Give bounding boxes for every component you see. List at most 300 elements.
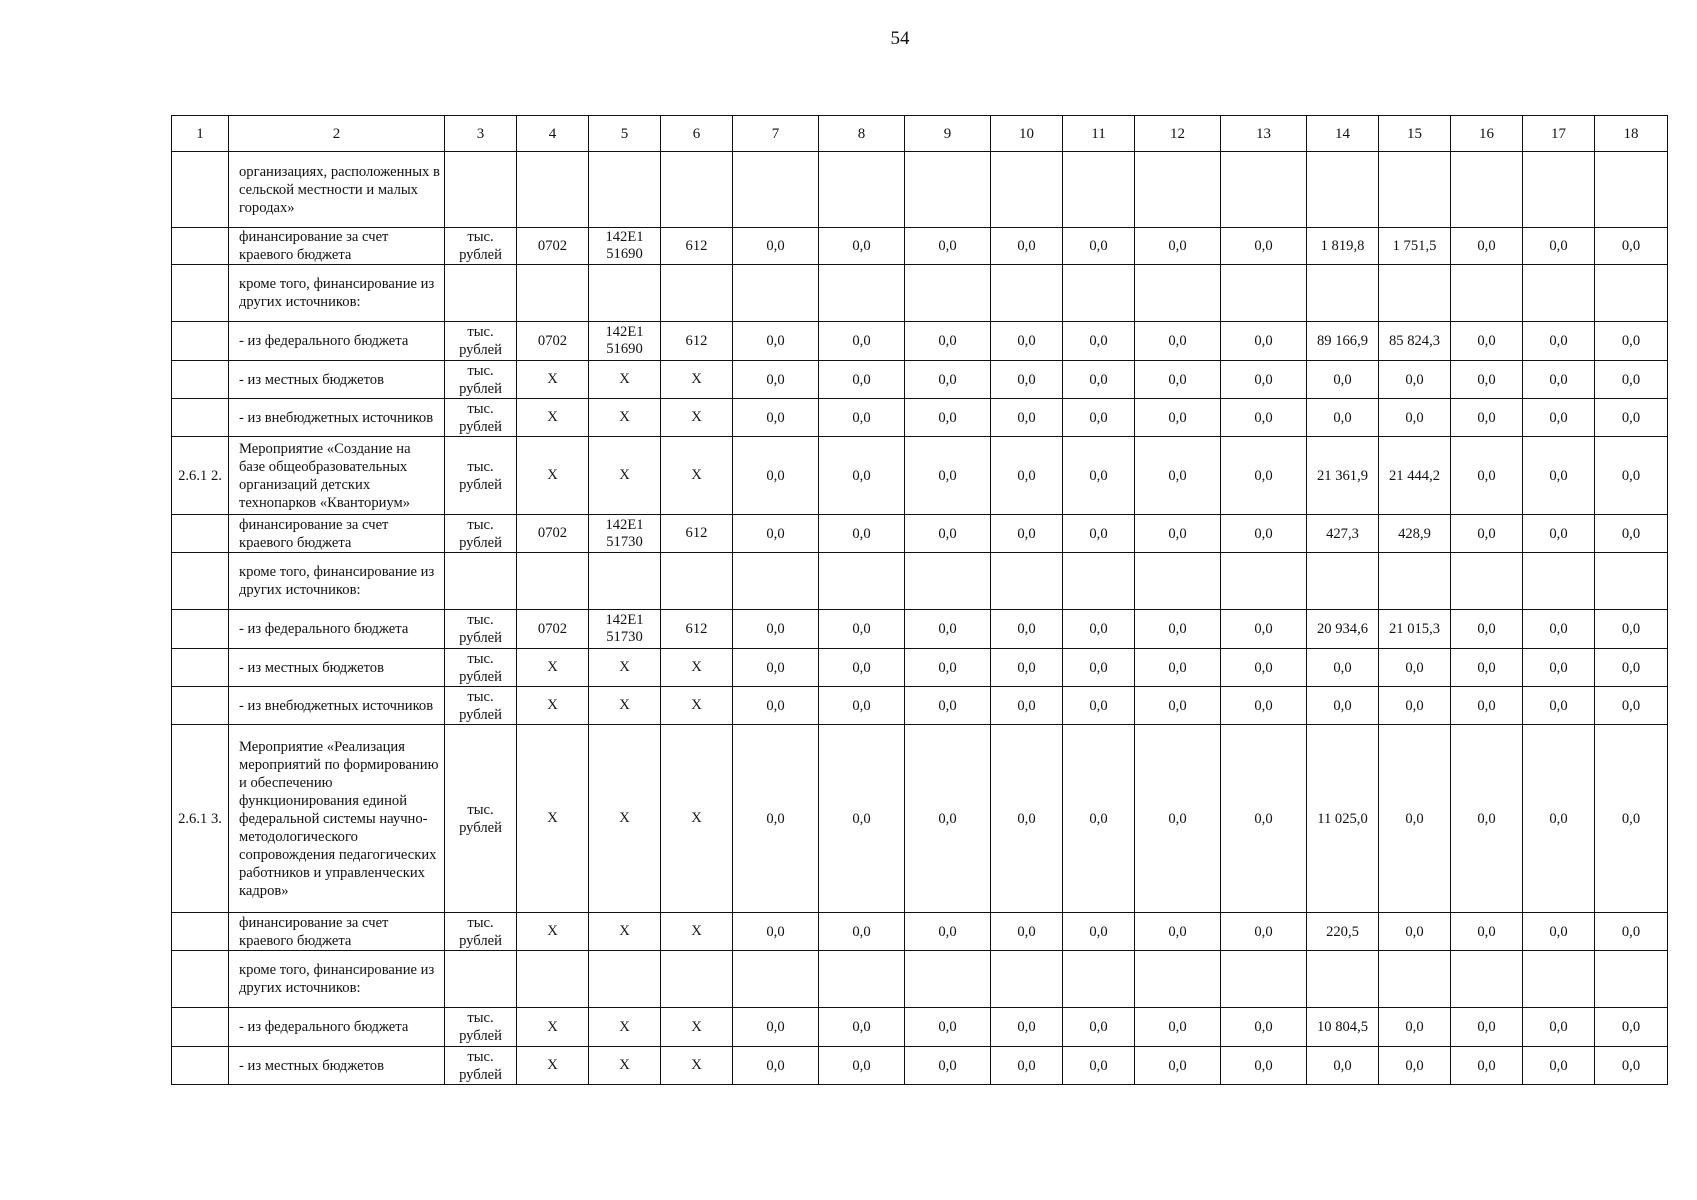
value-cell <box>905 152 991 228</box>
target-article-cell <box>589 951 661 1008</box>
value-cell: 0,0 <box>1595 687 1668 725</box>
value-cell: 0,0 <box>1595 1008 1668 1047</box>
value-cell <box>1221 152 1307 228</box>
value-cell: 0,0 <box>905 610 991 649</box>
description-cell: - из внебюджетных источников <box>229 687 445 725</box>
column-header: 1 <box>172 116 229 152</box>
value-cell: 0,0 <box>1063 1008 1135 1047</box>
value-cell: 0,0 <box>905 913 991 951</box>
value-cell: 0,0 <box>1523 649 1595 687</box>
value-cell: 0,0 <box>905 1047 991 1085</box>
value-cell: 0,0 <box>1063 399 1135 437</box>
value-cell <box>1595 553 1668 610</box>
value-cell: 0,0 <box>991 687 1063 725</box>
description-cell: - из федерального бюджета <box>229 1008 445 1047</box>
value-cell: 0,0 <box>1135 1047 1221 1085</box>
unit-cell: тыс. рублей <box>445 1047 517 1085</box>
target-article-cell <box>589 152 661 228</box>
value-cell: 0,0 <box>1135 361 1221 399</box>
value-cell: 1 819,8 <box>1307 228 1379 265</box>
value-cell: 0,0 <box>1221 399 1307 437</box>
value-cell: 0,0 <box>1135 610 1221 649</box>
value-cell: 0,0 <box>1595 399 1668 437</box>
value-cell: 0,0 <box>1523 437 1595 515</box>
value-cell: 0,0 <box>733 725 819 913</box>
item-number-cell <box>172 951 229 1008</box>
value-cell: 220,5 <box>1307 913 1379 951</box>
value-cell: 0,0 <box>1451 437 1523 515</box>
item-number-cell <box>172 687 229 725</box>
value-cell: 0,0 <box>1595 610 1668 649</box>
table-row <box>172 437 1668 515</box>
item-number-cell <box>172 399 229 437</box>
unit-cell: тыс. рублей <box>445 913 517 951</box>
column-header: 12 <box>1135 116 1221 152</box>
item-number-cell <box>172 361 229 399</box>
value-cell <box>819 152 905 228</box>
value-cell <box>1063 951 1135 1008</box>
value-cell: 0,0 <box>733 322 819 361</box>
target-article-cell: X <box>589 725 661 913</box>
value-cell: 0,0 <box>1135 322 1221 361</box>
target-article-cell <box>589 553 661 610</box>
value-cell: 0,0 <box>1307 1047 1379 1085</box>
value-cell: 0,0 <box>1523 725 1595 913</box>
column-header: 5 <box>589 116 661 152</box>
description-cell: Мероприятие «Реализация мероприятий по формированию и обеспечению функционирования единой федеральной системы научно-методологического сопровождения педагогических работников и управленческих кадров» <box>229 725 445 913</box>
value-cell: 0,0 <box>733 687 819 725</box>
unit-cell <box>445 265 517 322</box>
value-cell: 0,0 <box>905 515 991 553</box>
item-number-cell <box>172 1008 229 1047</box>
column-header: 13 <box>1221 116 1307 152</box>
section-code-cell: X <box>517 437 589 515</box>
value-cell: 0,0 <box>1523 1008 1595 1047</box>
value-cell: 0,0 <box>1221 913 1307 951</box>
value-cell: 0,0 <box>819 610 905 649</box>
value-cell <box>1595 951 1668 1008</box>
value-cell: 0,0 <box>991 913 1063 951</box>
value-cell: 0,0 <box>819 649 905 687</box>
value-cell <box>1221 951 1307 1008</box>
target-article-cell: X <box>589 913 661 951</box>
target-article-cell: X <box>589 1008 661 1047</box>
unit-cell: тыс. рублей <box>445 399 517 437</box>
value-cell: 0,0 <box>1451 610 1523 649</box>
column-header: 10 <box>991 116 1063 152</box>
section-code-cell: X <box>517 725 589 913</box>
value-cell: 0,0 <box>905 361 991 399</box>
column-header: 15 <box>1379 116 1451 152</box>
value-cell: 1 751,5 <box>1379 228 1451 265</box>
value-cell: 0,0 <box>905 322 991 361</box>
value-cell <box>1523 951 1595 1008</box>
value-cell: 0,0 <box>1523 361 1595 399</box>
target-article-cell: X <box>589 361 661 399</box>
value-cell: 0,0 <box>1379 649 1451 687</box>
description-cell: - из внебюджетных источников <box>229 399 445 437</box>
value-cell: 0,0 <box>1135 437 1221 515</box>
value-cell: 0,0 <box>905 725 991 913</box>
page-number: 54 <box>890 28 910 49</box>
description-cell: кроме того, финансирование из других источников: <box>229 951 445 1008</box>
target-article-cell: X <box>589 649 661 687</box>
expense-type-cell: X <box>661 361 733 399</box>
value-cell: 0,0 <box>1379 687 1451 725</box>
description-cell: кроме того, финансирование из других источников: <box>229 553 445 610</box>
expense-type-cell: X <box>661 649 733 687</box>
column-header: 4 <box>517 116 589 152</box>
value-cell <box>991 553 1063 610</box>
value-cell: 0,0 <box>819 322 905 361</box>
column-header: 7 <box>733 116 819 152</box>
value-cell <box>733 553 819 610</box>
value-cell: 0,0 <box>1451 725 1523 913</box>
value-cell: 0,0 <box>1221 361 1307 399</box>
value-cell: 0,0 <box>991 610 1063 649</box>
value-cell: 0,0 <box>1523 228 1595 265</box>
value-cell <box>1063 152 1135 228</box>
value-cell <box>733 152 819 228</box>
section-code-cell <box>517 951 589 1008</box>
expense-type-cell: 612 <box>661 228 733 265</box>
unit-cell: тыс. рублей <box>445 437 517 515</box>
value-cell <box>1451 951 1523 1008</box>
value-cell: 89 166,9 <box>1307 322 1379 361</box>
value-cell: 0,0 <box>991 1008 1063 1047</box>
value-cell: 0,0 <box>1063 437 1135 515</box>
value-cell: 0,0 <box>733 399 819 437</box>
expense-type-cell: X <box>661 913 733 951</box>
value-cell: 0,0 <box>1595 1047 1668 1085</box>
value-cell: 0,0 <box>1523 610 1595 649</box>
value-cell: 0,0 <box>1451 399 1523 437</box>
value-cell: 0,0 <box>819 437 905 515</box>
target-article-cell: 142E1 51690 <box>589 322 661 361</box>
table-row <box>172 687 1668 725</box>
value-cell: 0,0 <box>1221 610 1307 649</box>
section-code-cell: X <box>517 649 589 687</box>
expense-type-cell: X <box>661 1047 733 1085</box>
description-cell: организациях, расположенных в сельской местности и малых городах» <box>229 152 445 228</box>
value-cell <box>1595 152 1668 228</box>
table-row <box>172 1047 1668 1085</box>
value-cell: 0,0 <box>819 1008 905 1047</box>
unit-cell: тыс. рублей <box>445 228 517 265</box>
item-number-cell <box>172 913 229 951</box>
value-cell: 0,0 <box>1595 437 1668 515</box>
column-header: 3 <box>445 116 517 152</box>
value-cell: 0,0 <box>1063 361 1135 399</box>
value-cell <box>1307 265 1379 322</box>
value-cell <box>1063 553 1135 610</box>
value-cell: 0,0 <box>991 725 1063 913</box>
value-cell: 0,0 <box>1221 515 1307 553</box>
value-cell <box>1379 951 1451 1008</box>
value-cell <box>905 553 991 610</box>
value-cell: 0,0 <box>1221 322 1307 361</box>
value-cell: 0,0 <box>905 649 991 687</box>
table-row <box>172 399 1668 437</box>
value-cell: 0,0 <box>1523 1047 1595 1085</box>
value-cell: 0,0 <box>1523 399 1595 437</box>
value-cell: 0,0 <box>991 228 1063 265</box>
value-cell <box>1379 553 1451 610</box>
value-cell: 11 025,0 <box>1307 725 1379 913</box>
unit-cell <box>445 152 517 228</box>
value-cell <box>1307 951 1379 1008</box>
value-cell: 0,0 <box>1063 228 1135 265</box>
value-cell: 0,0 <box>733 1008 819 1047</box>
item-number-cell <box>172 265 229 322</box>
table-row <box>172 610 1668 649</box>
value-cell: 0,0 <box>733 610 819 649</box>
value-cell <box>1221 553 1307 610</box>
value-cell: 0,0 <box>1063 515 1135 553</box>
target-article-cell: X <box>589 1047 661 1085</box>
value-cell: 0,0 <box>1379 1047 1451 1085</box>
value-cell: 21 361,9 <box>1307 437 1379 515</box>
target-article-cell <box>589 265 661 322</box>
value-cell: 0,0 <box>1595 515 1668 553</box>
expense-type-cell: X <box>661 687 733 725</box>
value-cell: 0,0 <box>819 361 905 399</box>
value-cell <box>905 951 991 1008</box>
value-cell: 0,0 <box>905 228 991 265</box>
value-cell: 0,0 <box>1135 649 1221 687</box>
target-article-cell: 142E1 51730 <box>589 610 661 649</box>
value-cell: 0,0 <box>1379 1008 1451 1047</box>
value-cell: 0,0 <box>905 1008 991 1047</box>
value-cell: 0,0 <box>733 228 819 265</box>
unit-cell: тыс. рублей <box>445 361 517 399</box>
description-cell: - из местных бюджетов <box>229 361 445 399</box>
value-cell: 0,0 <box>1523 687 1595 725</box>
value-cell: 20 934,6 <box>1307 610 1379 649</box>
description-cell: - из федерального бюджета <box>229 610 445 649</box>
description-cell: - из федерального бюджета <box>229 322 445 361</box>
unit-cell <box>445 951 517 1008</box>
item-number-cell <box>172 649 229 687</box>
unit-cell: тыс. рублей <box>445 687 517 725</box>
value-cell <box>1135 152 1221 228</box>
item-number-cell <box>172 553 229 610</box>
value-cell: 0,0 <box>819 725 905 913</box>
value-cell: 0,0 <box>1221 437 1307 515</box>
unit-cell: тыс. рублей <box>445 649 517 687</box>
value-cell <box>1379 265 1451 322</box>
description-cell: кроме того, финансирование из других источников: <box>229 265 445 322</box>
value-cell <box>1523 265 1595 322</box>
section-code-cell: X <box>517 399 589 437</box>
value-cell: 0,0 <box>1221 1047 1307 1085</box>
item-number-cell <box>172 515 229 553</box>
item-number-cell <box>172 322 229 361</box>
table-row <box>172 649 1668 687</box>
value-cell: 0,0 <box>1379 913 1451 951</box>
value-cell: 0,0 <box>733 1047 819 1085</box>
value-cell: 0,0 <box>819 399 905 437</box>
value-cell <box>1523 553 1595 610</box>
value-cell: 0,0 <box>1595 913 1668 951</box>
value-cell: 0,0 <box>733 913 819 951</box>
value-cell: 0,0 <box>991 437 1063 515</box>
item-number-cell <box>172 152 229 228</box>
value-cell: 0,0 <box>1221 725 1307 913</box>
target-article-cell: X <box>589 437 661 515</box>
column-header: 9 <box>905 116 991 152</box>
value-cell: 0,0 <box>1307 687 1379 725</box>
value-cell: 0,0 <box>1135 1008 1221 1047</box>
value-cell <box>991 265 1063 322</box>
target-article-cell: 142E1 51690 <box>589 228 661 265</box>
column-header: 11 <box>1063 116 1135 152</box>
value-cell: 85 824,3 <box>1379 322 1451 361</box>
unit-cell: тыс. рублей <box>445 322 517 361</box>
value-cell: 0,0 <box>1595 228 1668 265</box>
value-cell: 0,0 <box>1063 610 1135 649</box>
value-cell: 0,0 <box>1595 725 1668 913</box>
value-cell: 0,0 <box>1063 725 1135 913</box>
section-code-cell: X <box>517 687 589 725</box>
target-article-cell: 142E1 51730 <box>589 515 661 553</box>
expense-type-cell: 612 <box>661 322 733 361</box>
value-cell: 0,0 <box>991 649 1063 687</box>
section-code-cell <box>517 265 589 322</box>
value-cell: 0,0 <box>905 687 991 725</box>
value-cell: 0,0 <box>1135 399 1221 437</box>
value-cell <box>1063 265 1135 322</box>
unit-cell <box>445 553 517 610</box>
value-cell <box>1451 265 1523 322</box>
value-cell: 428,9 <box>1379 515 1451 553</box>
value-cell: 0,0 <box>1379 399 1451 437</box>
value-cell: 0,0 <box>1451 1008 1523 1047</box>
description-cell: Мероприятие «Создание на базе общеобразовательных организаций детских технопарков «Кванториум» <box>229 437 445 515</box>
value-cell: 21 444,2 <box>1379 437 1451 515</box>
value-cell: 0,0 <box>1379 725 1451 913</box>
value-cell <box>1451 553 1523 610</box>
value-cell: 0,0 <box>733 515 819 553</box>
section-code-cell <box>517 152 589 228</box>
value-cell: 427,3 <box>1307 515 1379 553</box>
column-header: 16 <box>1451 116 1523 152</box>
value-cell: 0,0 <box>1379 361 1451 399</box>
value-cell <box>1379 152 1451 228</box>
target-article-cell: X <box>589 687 661 725</box>
value-cell: 0,0 <box>991 322 1063 361</box>
target-article-cell: X <box>589 399 661 437</box>
value-cell: 0,0 <box>1595 322 1668 361</box>
table-row <box>172 725 1668 913</box>
value-cell: 0,0 <box>991 361 1063 399</box>
value-cell <box>733 265 819 322</box>
value-cell: 0,0 <box>733 437 819 515</box>
value-cell: 0,0 <box>991 399 1063 437</box>
expense-type-cell <box>661 265 733 322</box>
value-cell: 0,0 <box>819 913 905 951</box>
value-cell: 0,0 <box>1451 361 1523 399</box>
value-cell: 0,0 <box>905 399 991 437</box>
value-cell: 0,0 <box>1595 361 1668 399</box>
value-cell <box>1595 265 1668 322</box>
unit-cell: тыс. рублей <box>445 1008 517 1047</box>
section-code-cell: X <box>517 1047 589 1085</box>
table-row <box>172 322 1668 361</box>
header-row <box>172 116 1668 152</box>
value-cell <box>1135 265 1221 322</box>
section-code-cell: 0702 <box>517 228 589 265</box>
table-row <box>172 228 1668 265</box>
value-cell: 0,0 <box>1307 361 1379 399</box>
column-header: 8 <box>819 116 905 152</box>
table-row <box>172 515 1668 553</box>
value-cell <box>905 265 991 322</box>
value-cell: 0,0 <box>1523 913 1595 951</box>
description-cell: финансирование за счет краевого бюджета <box>229 228 445 265</box>
value-cell: 0,0 <box>1135 725 1221 913</box>
value-cell <box>991 152 1063 228</box>
value-cell: 0,0 <box>1451 1047 1523 1085</box>
value-cell: 0,0 <box>1307 649 1379 687</box>
value-cell: 0,0 <box>1063 913 1135 951</box>
column-header: 6 <box>661 116 733 152</box>
value-cell: 0,0 <box>1135 515 1221 553</box>
item-number-cell: 2.6.1 2. <box>172 437 229 515</box>
value-cell: 0,0 <box>1063 687 1135 725</box>
value-cell <box>819 553 905 610</box>
expense-type-cell <box>661 951 733 1008</box>
table-row <box>172 152 1668 228</box>
section-code-cell: X <box>517 1008 589 1047</box>
value-cell: 0,0 <box>1063 649 1135 687</box>
item-number-cell <box>172 1047 229 1085</box>
value-cell: 0,0 <box>819 1047 905 1085</box>
value-cell: 0,0 <box>1135 687 1221 725</box>
value-cell: 0,0 <box>991 515 1063 553</box>
table-row <box>172 1008 1668 1047</box>
value-cell: 0,0 <box>1221 687 1307 725</box>
table-row <box>172 951 1668 1008</box>
section-code-cell: 0702 <box>517 322 589 361</box>
value-cell: 0,0 <box>1451 515 1523 553</box>
value-cell: 0,0 <box>1451 322 1523 361</box>
value-cell: 0,0 <box>1523 515 1595 553</box>
item-number-cell <box>172 610 229 649</box>
value-cell <box>1135 553 1221 610</box>
value-cell <box>1307 553 1379 610</box>
column-header: 14 <box>1307 116 1379 152</box>
description-cell: - из местных бюджетов <box>229 1047 445 1085</box>
table-row <box>172 913 1668 951</box>
value-cell: 0,0 <box>1221 228 1307 265</box>
budget-table <box>171 115 1668 1085</box>
value-cell: 0,0 <box>1063 1047 1135 1085</box>
value-cell: 0,0 <box>1063 322 1135 361</box>
value-cell: 0,0 <box>1451 913 1523 951</box>
value-cell: 0,0 <box>1307 399 1379 437</box>
value-cell: 0,0 <box>1221 1008 1307 1047</box>
section-code-cell: X <box>517 913 589 951</box>
table-row <box>172 361 1668 399</box>
value-cell: 0,0 <box>1595 649 1668 687</box>
expense-type-cell <box>661 553 733 610</box>
section-code-cell: 0702 <box>517 610 589 649</box>
column-header: 18 <box>1595 116 1668 152</box>
value-cell: 0,0 <box>819 228 905 265</box>
value-cell: 21 015,3 <box>1379 610 1451 649</box>
column-header: 2 <box>229 116 445 152</box>
